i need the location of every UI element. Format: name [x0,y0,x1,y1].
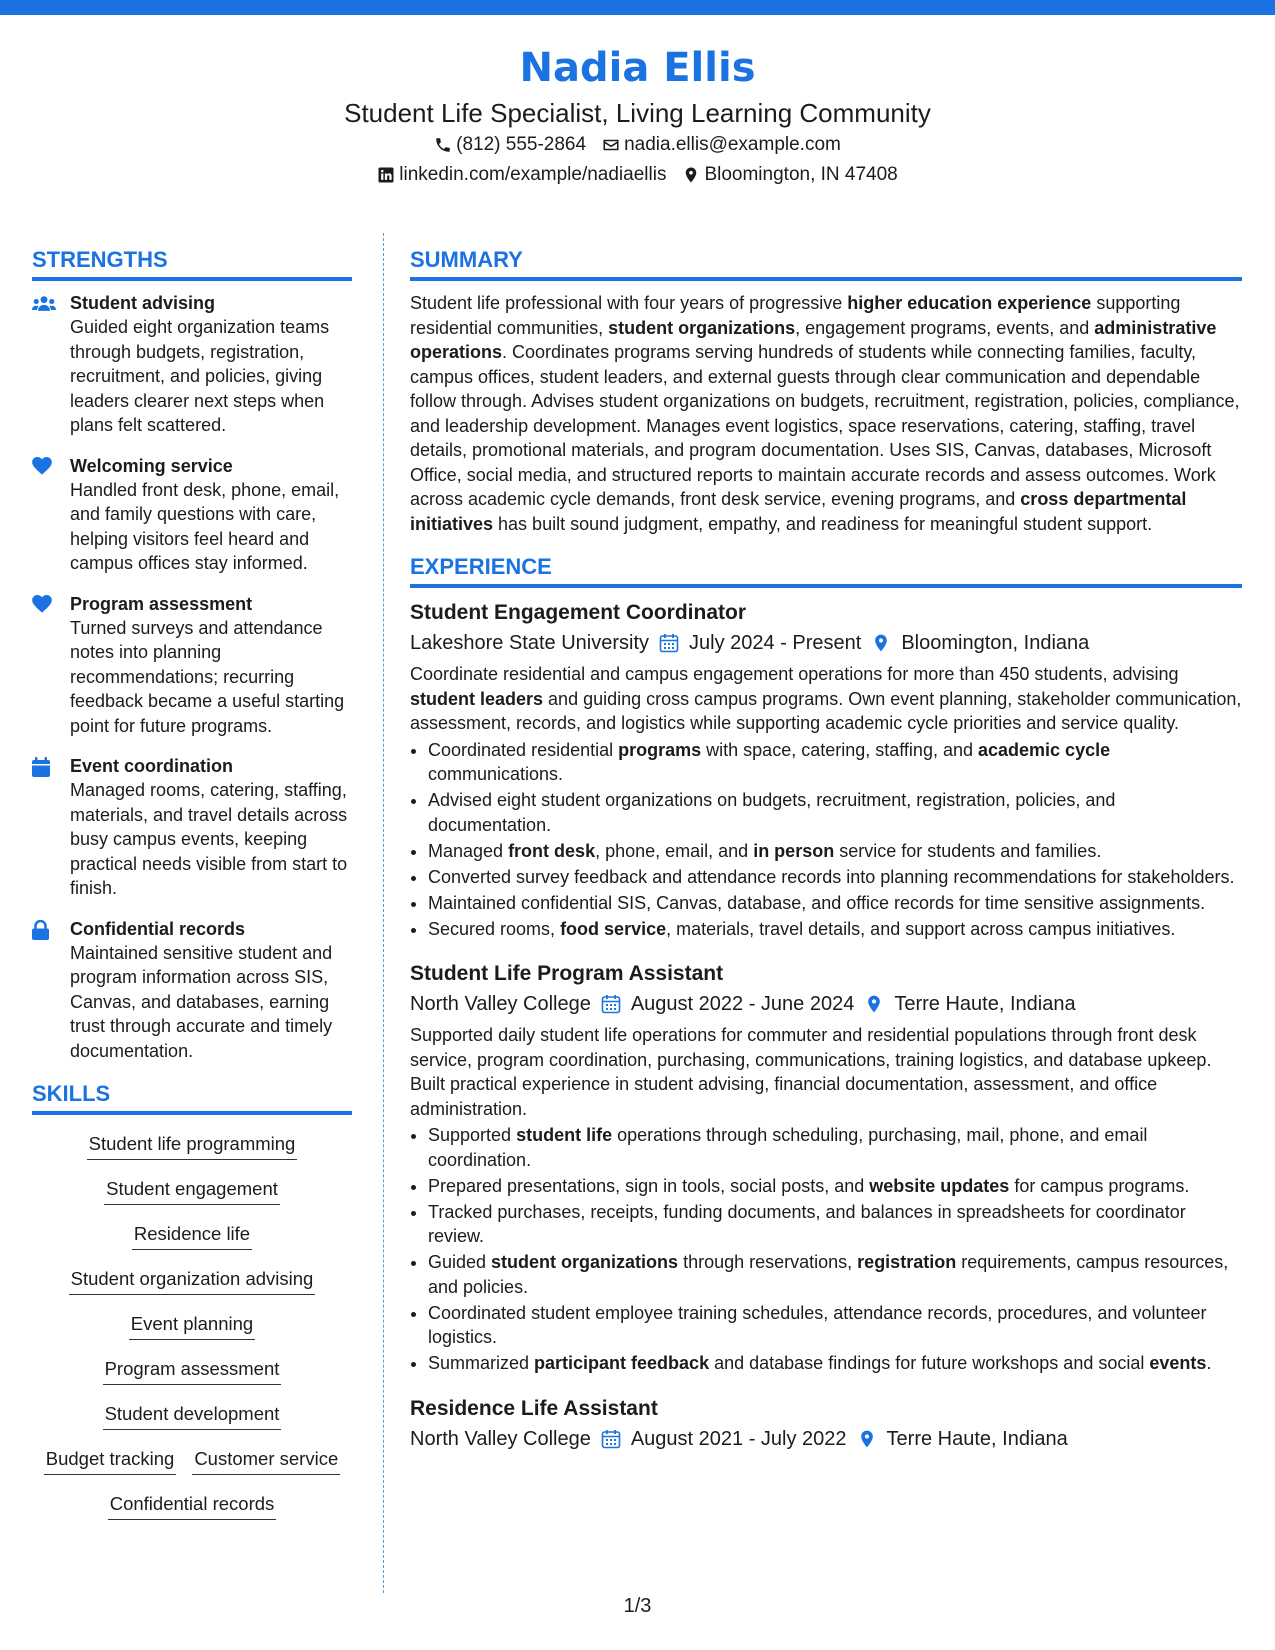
page-number: 1/3 [623,1595,652,1617]
contact-email[interactable] [602,130,841,160]
contact-row-2 [0,160,1275,190]
strength-name: Confidential records [70,918,246,939]
top-accent-bar [0,0,1275,15]
contact-linkedin[interactable] [377,160,666,190]
contact-row-1 [0,130,1275,160]
column-divider [383,233,384,1593]
strengths-heading: STRENGTHS [32,245,352,281]
strength-name: Student advising [70,293,216,313]
job-meta [410,628,1242,658]
heart-icon [32,457,52,475]
strength-item [32,592,352,739]
job-description: Supported daily student life operations for commuter and residential populations through front desk service, program coordination, purchasing, communications, training logistics, and database upkeep. Built practical experience in student advising, financial documentation, assessment, and office administration. [410,1025,1212,1119]
experience-heading: EXPERIENCE [410,552,1242,588]
resume-header [0,40,1275,190]
job-dates: August 2021 - July 2022 [630,1427,847,1450]
map-pin-icon [864,994,884,1014]
list-item: • Advised eight student organizations on budgets, recruitment, registration, policies, and documentation. [428,788,1242,837]
strength-desc: Turned surveys and attendance notes into planning recommendations; recurring feedback became a useful starting point for future programs. [70,617,345,736]
job-entry [410,1394,1242,1454]
strength-item [32,291,352,438]
job-org: North Valley College [410,1427,591,1450]
email-text: nadia.ellis@example.com [624,134,841,155]
job-org: North Valley College [410,993,591,1015]
envelope-icon [602,136,620,154]
job-description: Coordinate residential and campus engagement operations for more than 450 students, advising student leaders and guiding cross campus programs. Own event planning, stakeholder communication, assessment, records, and logistics while supporting academic cycle priorities and service quality. [410,664,1242,733]
strength-name: Welcoming service [70,455,233,476]
summary-heading: SUMMARY [410,245,1242,281]
skill-tag: Budget tracking [44,1446,177,1475]
job-bullets [410,1123,1242,1376]
job-bullets [410,738,1242,942]
skill-tag: Student development [103,1401,282,1430]
job-title: Student Life Program Assistant [410,962,724,985]
job-dates: July 2024 - Present [689,632,862,654]
skill-tag: Customer service [192,1446,340,1475]
skill-tag: Student engagement [104,1176,280,1205]
calendar-outline-icon [659,633,679,653]
right-column [410,245,1242,1472]
contact-phone[interactable] [434,130,586,160]
skill-tag: Event planning [129,1311,255,1340]
strength-name: Event coordination [70,756,234,776]
map-pin-icon [871,633,891,653]
map-pin-icon [682,166,700,184]
calendar-outline-icon [601,994,621,1014]
calendar-outline-icon [601,1429,621,1449]
strength-desc: Managed rooms, catering, staffing, materials, and travel details across busy campus events, keeping practical needs visible from start to finish. [70,780,348,898]
map-pin-icon [857,1429,877,1449]
list-item: • Maintained confidential SIS, Canvas, database, and office records for time sensitive assignments. [428,891,1242,916]
lock-icon [32,920,49,940]
strength-item [32,754,352,901]
strength-item [32,454,352,576]
candidate-title: Student Life Specialist, Living Learning Community [344,98,931,128]
job-location: Bloomington, Indiana [901,632,1090,654]
contact-location [682,160,897,190]
linkedin-icon [377,166,395,184]
job-org: Lakeshore State University [410,632,650,654]
skills-list [32,1125,352,1536]
skill-tag: Confidential records [108,1491,277,1520]
skills-heading: SKILLS [32,1079,352,1115]
strength-desc: Handled front desk, phone, email, and family questions with care, helping visitors feel heard and campus offices stay informed. [70,479,340,573]
list-item: • Managed front desk, phone, email, and in person service for students and families. [428,839,1242,864]
list-item: • Secured rooms, food service, materials, travel details, and support across campus initiatives. [428,917,1242,942]
job-location: Terre Haute, Indiana [886,1427,1068,1450]
skill-tag: Student organization advising [69,1266,316,1295]
strength-item [32,917,352,1064]
job-dates: August 2022 - June 2024 [630,993,855,1015]
left-column [32,245,352,1536]
list-item: • Guided student organizations through reservations, registration requirements, campus resources, and policies. [428,1250,1242,1299]
strength-name: Program assessment [70,593,253,614]
heart-icon [32,595,52,613]
job-location: Terre Haute, Indiana [894,993,1076,1015]
list-item: • Prepared presentations, sign in tools, social posts, and website updates for campus programs. [428,1174,1242,1199]
strength-desc: Maintained sensitive student and program information across SIS, Canvas, and databases, earning trust through accurate and timely documentation. [70,942,333,1061]
job-meta [410,989,1242,1019]
phone-text: (812) 555-2864 [456,134,587,155]
list-item: • Tracked purchases, receipts, funding documents, and balances in spreadsheets for coordinator review. [428,1200,1242,1249]
users-icon [32,294,56,314]
candidate-name: Nadia Ellis [519,45,756,91]
list-item: • Converted survey feedback and attendance records into planning recommendations for stakeholders. [428,865,1242,890]
job-title: Residence Life Assistant [410,1396,658,1420]
job-entry [410,959,1242,1376]
skill-tag: Student life programming [87,1131,298,1160]
location-text: Bloomington, IN 47408 [704,164,898,185]
list-item: • Coordinated student employee training schedules, attendance records, procedures, and volunteer logistics. [428,1301,1242,1350]
job-entry [410,598,1242,941]
summary-text: Student life professional with four years of progressive higher education experience supporting residential communities, student organizations, engagement programs, events, and administrative operations. Coordinates programs serving hundreds of students while connecting families, faculty, campus offices, student leaders, and external guests through clear communication and dependable follow through. Advises student organizations on budgets, recruitment, registration, policies, compliance, and leadership development. Manages event logistics, space reservations, catering, staffing, travel details, promotional materials, and program documentation. Uses SIS, Canvas, databases, Microsoft Office, social media, and structured reports to maintain accurate records and assess outcomes. Work across academic cycle demands, front desk service, evening programs, and cross departmental initiatives has built sound judgment, empathy, and readiness for meaningful student support. [410,293,1240,534]
linkedin-text: linkedin.com/example/nadiaellis [399,164,667,185]
calendar-icon [32,757,50,777]
strength-desc: Guided eight organization teams through budgets, registration, recruitment, and policies, giving leaders clearer next steps when plans felt scattered. [70,317,330,435]
list-item: • Supported student life operations through scheduling, purchasing, mail, phone, and email coordination. [428,1123,1242,1172]
skill-tag: Residence life [132,1221,252,1250]
job-meta [410,1424,1242,1454]
list-item: • Coordinated residential programs with space, catering, staffing, and academic cycle communications. [428,738,1242,787]
skill-tag: Program assessment [103,1356,282,1385]
list-item: • Summarized participant feedback and database findings for future workshops and social events. [428,1351,1242,1376]
phone-icon [434,136,452,154]
job-title: Student Engagement Coordinator [410,601,746,624]
